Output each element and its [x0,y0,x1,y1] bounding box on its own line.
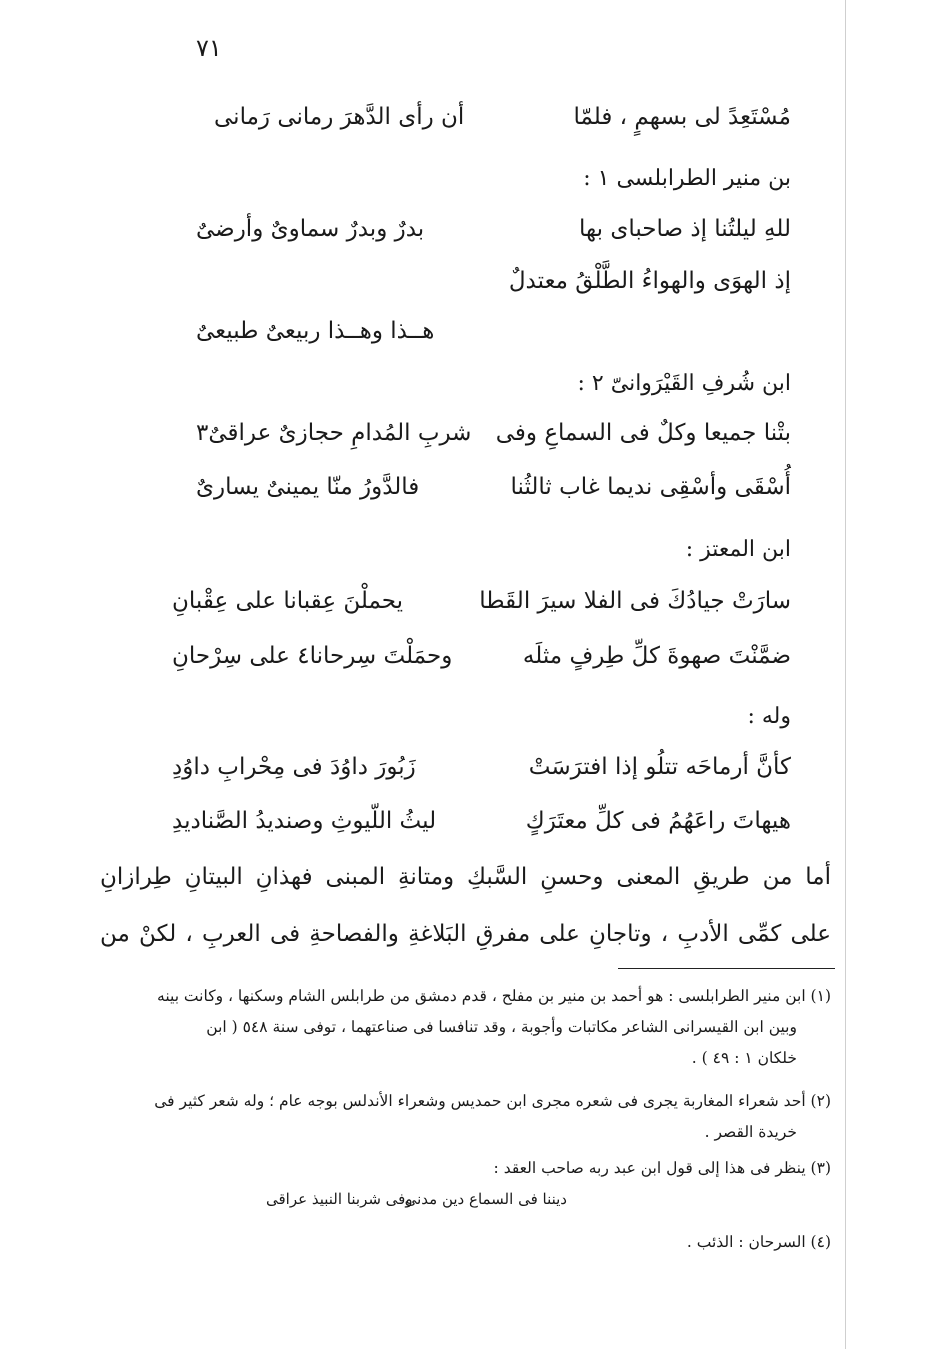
footnote-line: (١) ابن منير الطرابلسى : هو أحمد بن منير بن مفلح ، قدم دمشق من طرابلس الشام وسكنها ، وكانت بينه [157,987,831,1005]
footnote-quote-hemistich-1: ديننا فى السماع دين مدنى [404,1190,567,1208]
verse-hemistich-2: ليثُ اللّيوثِ وصنديدُ الصَّناديدِ [172,808,437,834]
verse-hemistich-2: بدرٌ وبدرٌ سماوىٌ وأرضىٌ [196,216,425,242]
verse-hemistich-1: أُسْقَى وأسْقِى نديما غاب ثالثُنا [510,474,791,500]
poet-heading: بن منير الطرابلسى ١ : [583,166,791,191]
footnote-separator [618,968,835,969]
footnote-quote-hemistich-2: وفى شربنا النبيذ عراقى [266,1190,413,1208]
verse-hemistich-1: هيهاتَ راعَهُمُ فى كلِّ معتَرَكٍ [525,808,791,834]
footnote-line: خريدة القصر . [704,1123,797,1141]
prose-line: أما من طريقِ المعنى وحسنِ السَّبكِ ومتانةِ المبنى فهذانِ البيتانِ طِرازانِ [100,864,831,890]
verse-hemistich-2: أن رأى الدَّهرَ رمانى رَمانى [214,104,465,130]
footnote-4 [102,1227,831,1258]
poet-heading: وله : [747,704,791,729]
verse-hemistich-1: سارَتْ جيادُكَ فى الفلا سيرَ القَطا [479,588,791,614]
footnote-line: (٤) السرحان : الذئب . [686,1233,831,1251]
poet-heading: ابن المعتز : [685,537,791,562]
verse-hemistich-1: للهِ ليلتُنا إذ صاحباى بها [579,216,791,242]
footnote-1 [102,981,831,1074]
verse-hemistich-2: شربِ المُدامِ حجازىٌ عراقىٌ٣ [196,420,472,446]
verse-hemistich-1: إذ الهوَى والهواءُ الطَّلْقُ معتدلٌ [508,268,791,294]
footnote-line: خلكان ١ : ٤٩ ) . [691,1049,797,1067]
verse-hemistich-2: زَبُورَ داوُدَ فى مِحْرابِ داوُدِ [172,754,416,780]
page-edge-line [845,0,846,1349]
verse-hemistich-2: يحملْنَ عِقبانا على عِقْبانِ [172,588,404,614]
verse-hemistich-2: هــذا وهــذا ربيعىٌ طبيعىٌ [196,318,435,344]
verse-hemistich-1: مُسْتَعِدً لى بسهمٍ ، فلمّا [573,104,791,130]
page-number: ٧١ [196,34,222,62]
footnote-line: وبين ابن القيسرانى الشاعر مكاتبات وأجوبة ، وقد تنافسا فى صناعتهما ، توفى سنة ٥٤٨ ( ابن [206,1018,797,1036]
verse-hemistich-2: فالدَّورُ منّا يمينىٌ يسارىٌ [196,474,420,500]
verse-hemistich-1: بتْنا جميعا وكلٌ فى السماعِ وفى [495,420,791,446]
footnote-line: (٢) أحد شعراء المغاربة يجرى فى شعره مجرى ابن حمديس وشعراء الأندلس بوجه عام ؛ وله شعر كثير فى [154,1092,831,1110]
verse-hemistich-2: وحمَلْتَ سِرحانا٤ على سِرْحانِ [172,643,453,669]
verse-hemistich-1: ضمَّنْتَ صهوةَ كلِّ طِرفٍ مثلَه [522,643,791,669]
verse-hemistich-1: كأنَّ أرماحَه تتلُو إذا افترَسَتْ [528,754,791,780]
footnote-line: (٣) ينظر فى هذا إلى قول ابن عبد ربه صاحب العقد : [493,1159,831,1177]
footnote-2 [102,1086,831,1148]
poet-heading: ابن شُرفِ القَيْرَوانىّ ٢ : [577,371,791,396]
prose-line: على كمِّى الأدبِ ، وتاجانِ على مفرقِ البَلاغةِ والفصاحةِ فى العربِ ، لكنْ من [100,921,831,947]
footnote-3 [102,1153,831,1184]
